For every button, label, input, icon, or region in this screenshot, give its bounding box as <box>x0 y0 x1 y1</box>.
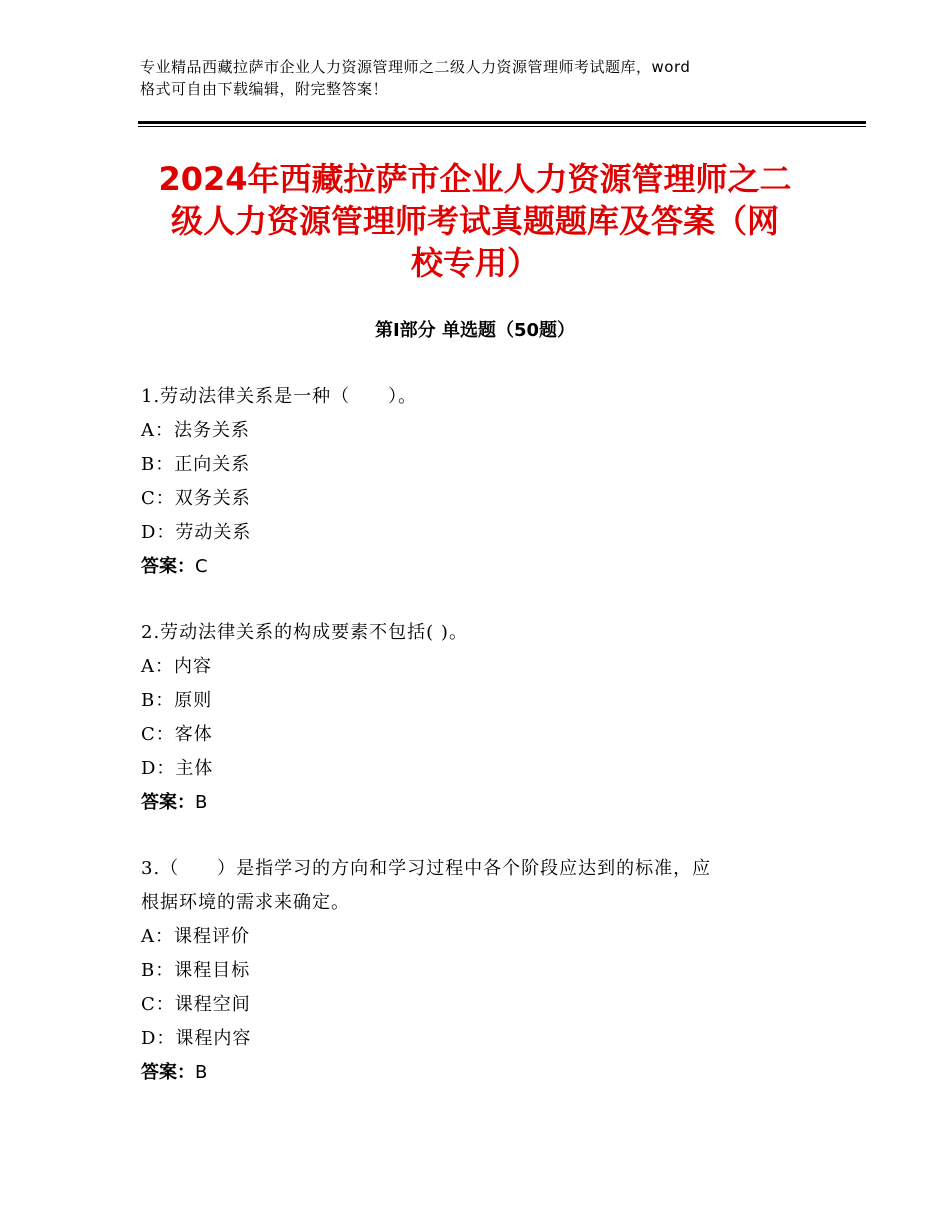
option-c: C：双务关系 <box>141 488 251 509</box>
option-c: C：课程空间 <box>141 994 251 1015</box>
document-title <box>120 158 830 284</box>
header-rule-thick <box>138 121 866 124</box>
answer-label: 答案： <box>141 1062 195 1083</box>
answer-line <box>141 786 811 820</box>
option-a: A：课程评价 <box>141 926 250 947</box>
section-heading: 第Ⅰ部分 单选题（50题） <box>374 320 575 341</box>
answer-line <box>141 550 811 584</box>
option-b: B：正向关系 <box>141 454 251 475</box>
question-2 <box>141 616 811 820</box>
question-stem-line-1: 3.（ ）是指学习的方向和学习过程中各个阶段应达到的标准，应 <box>141 858 712 879</box>
question-1 <box>141 380 811 584</box>
page-header <box>140 56 820 100</box>
title-line-3: 校专用） <box>410 244 539 282</box>
title-line-2: 级人力资源管理师考试真题题库及答案（网 <box>170 202 779 240</box>
answer-value: B <box>195 1062 208 1083</box>
question-3 <box>141 852 811 1090</box>
question-stem: 2.劳动法律关系的构成要素不包括( )。 <box>141 622 468 643</box>
answer-label: 答案： <box>141 792 195 813</box>
title-line-1: 2024年西藏拉萨市企业人力资源管理师之二 <box>158 160 792 198</box>
option-a: A：内容 <box>141 656 212 677</box>
option-b: B：原则 <box>141 690 213 711</box>
option-b: B：课程目标 <box>141 960 251 981</box>
header-rule-thin <box>138 126 866 127</box>
answer-label: 答案： <box>141 556 195 577</box>
header-line-1: 专业精品西藏拉萨市企业人力资源管理师之二级人力资源管理师考试题库，word <box>140 58 691 76</box>
question-stem: 1.劳动法律关系是一种（ ）。 <box>141 386 418 407</box>
option-a: A：法务关系 <box>141 420 250 441</box>
answer-value: C <box>195 556 208 577</box>
answer-line <box>141 1056 811 1090</box>
answer-value: B <box>195 792 208 813</box>
option-c: C：客体 <box>141 724 213 745</box>
question-list <box>141 380 811 1122</box>
option-d: D：课程内容 <box>141 1028 252 1049</box>
option-d: D：劳动关系 <box>141 522 252 543</box>
option-d: D：主体 <box>141 758 214 779</box>
question-stem-line-2: 根据环境的需求来确定。 <box>141 892 350 913</box>
header-line-2: 格式可自由下载编辑，附完整答案！ <box>140 80 389 98</box>
